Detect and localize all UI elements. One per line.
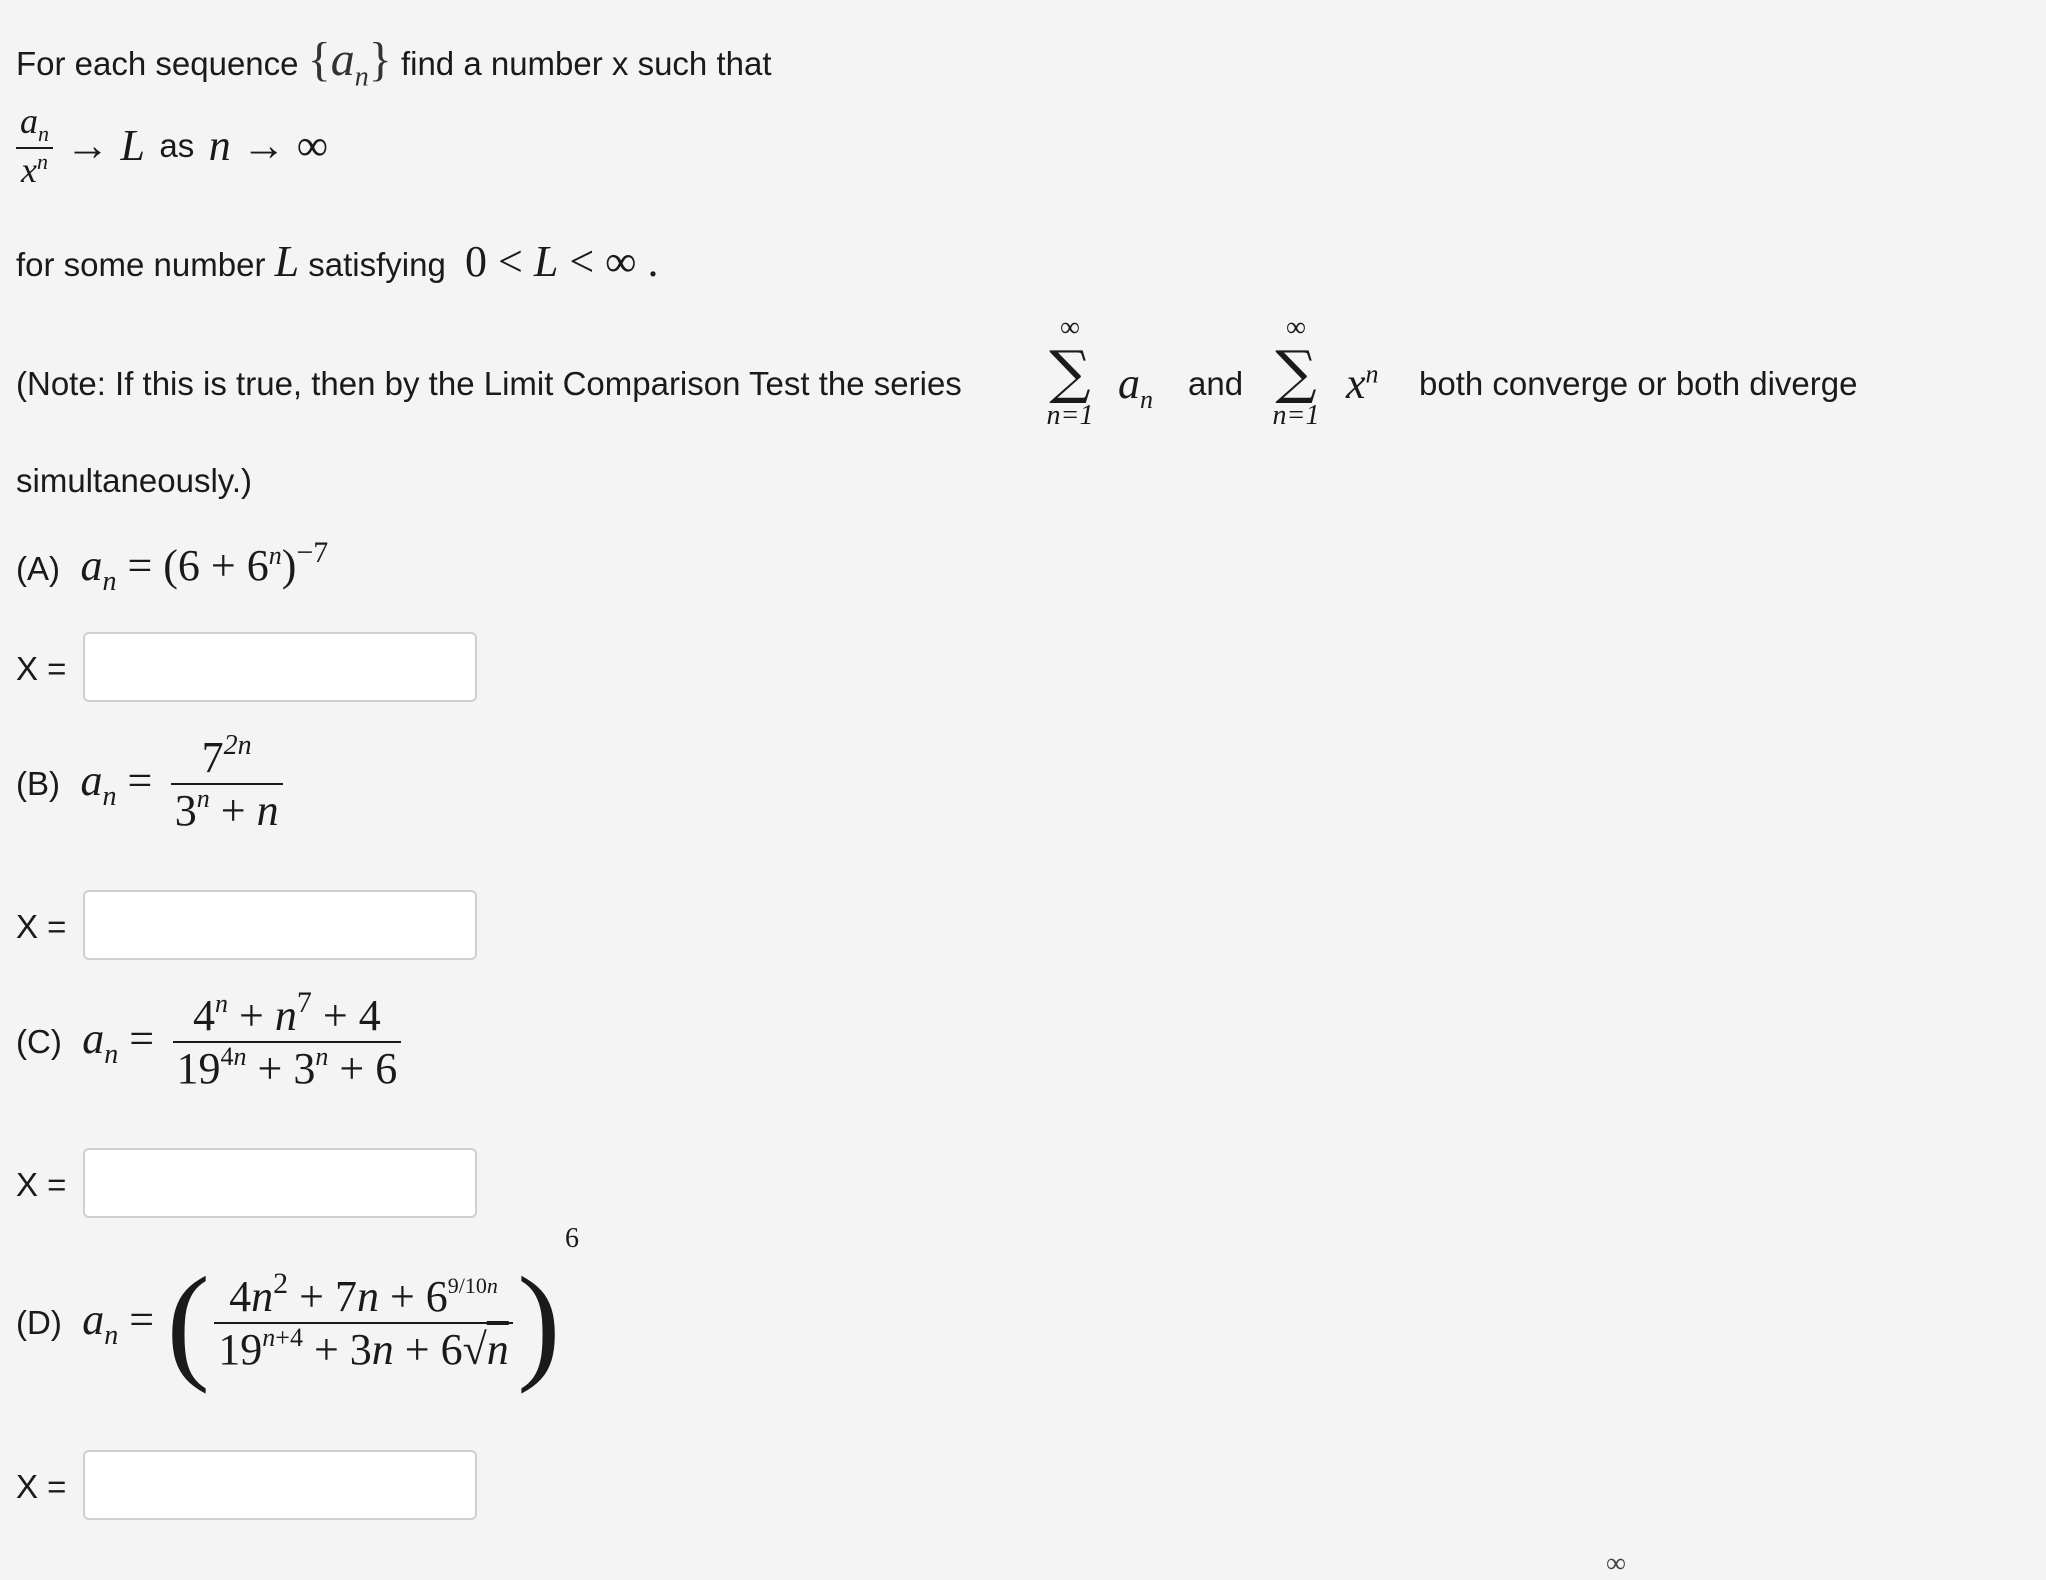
part-c-label: (C): [16, 1023, 62, 1060]
part-b-fraction: $\frac{7^{2n}}{3^n + n}$: [171, 732, 283, 836]
limit-fraction: $\frac{a_n}{x^n}$: [16, 100, 53, 191]
limit-as-text: as: [159, 126, 195, 164]
intro-text-2: find a number x such that: [400, 45, 772, 82]
sum-2-term: $x^n$: [1346, 359, 1379, 408]
limit-arrow: → L: [65, 121, 145, 171]
note-and: and: [1188, 365, 1244, 402]
note-text-3: simultaneously.): [16, 462, 252, 499]
part-d-fraction: $\frac{4n^2 + 7n + 6^{9/10n}}{19^{n+4} + 3n + 6√n}$: [214, 1271, 512, 1375]
symbol-L: L: [274, 237, 300, 286]
answer-a-label: X =: [16, 650, 67, 687]
answer-d-input[interactable]: [83, 1450, 477, 1520]
sum-1: ∞ ∑ n=1: [1046, 312, 1094, 431]
note-text-1: (Note: If this is true, then by the Limit Comparison Test the series: [16, 365, 962, 402]
intro-text-3: for some number: [16, 246, 266, 283]
part-a-formula: (A) $a_n = (6 + 6^n)^{-7}$: [16, 536, 329, 597]
answer-b-label: X =: [16, 908, 67, 945]
part-d-label: (D): [16, 1304, 62, 1341]
partial-infinity-icon: ∞: [1606, 1548, 1626, 1579]
intro-text: For each sequence: [16, 45, 299, 82]
part-c-fraction: $\frac{4^n + n^7 + 4}{19^{4n} + 3^n + 6}$: [173, 990, 402, 1094]
answer-b-input[interactable]: [83, 890, 477, 960]
intro-line-3: [16, 236, 659, 287]
limit-n-infinity: n → ∞: [208, 121, 329, 171]
sequence-symbol: $\{a_n\}$: [307, 33, 392, 93]
part-a-label: (A): [16, 549, 60, 587]
inequality: 0 < L < ∞ .: [465, 237, 659, 286]
part-c-formula: (C) $a_n$ = $\frac{4^n + n^7 + 4}{19^{4n} + 3^n + 6}$: [16, 990, 401, 1094]
note-text-2: both converge or both diverge: [1419, 365, 1858, 402]
part-d-formula: (D) $a_n$ = ( $\frac{4n^2 + 7n + 6^{9/10n}}{19^{n+4} + 3n + 6√n}$ ) 6: [16, 1223, 579, 1395]
sum-1-term: $a_n$: [1118, 359, 1153, 414]
part-b-label: (B): [16, 765, 60, 802]
answer-c-input[interactable]: [83, 1148, 477, 1218]
sum-2: ∞ ∑ n=1: [1272, 312, 1320, 431]
intro-line-1: [16, 32, 772, 94]
answer-d-label: X =: [16, 1468, 67, 1505]
part-b-formula: (B) $a_n$ = $\frac{7^{2n}}{3^n + n}$: [16, 732, 283, 836]
intro-text-4: satisfying: [308, 246, 446, 283]
answer-a-input[interactable]: [83, 632, 477, 702]
answer-c-label: X =: [16, 1166, 67, 1203]
limit-expression: [16, 100, 328, 191]
